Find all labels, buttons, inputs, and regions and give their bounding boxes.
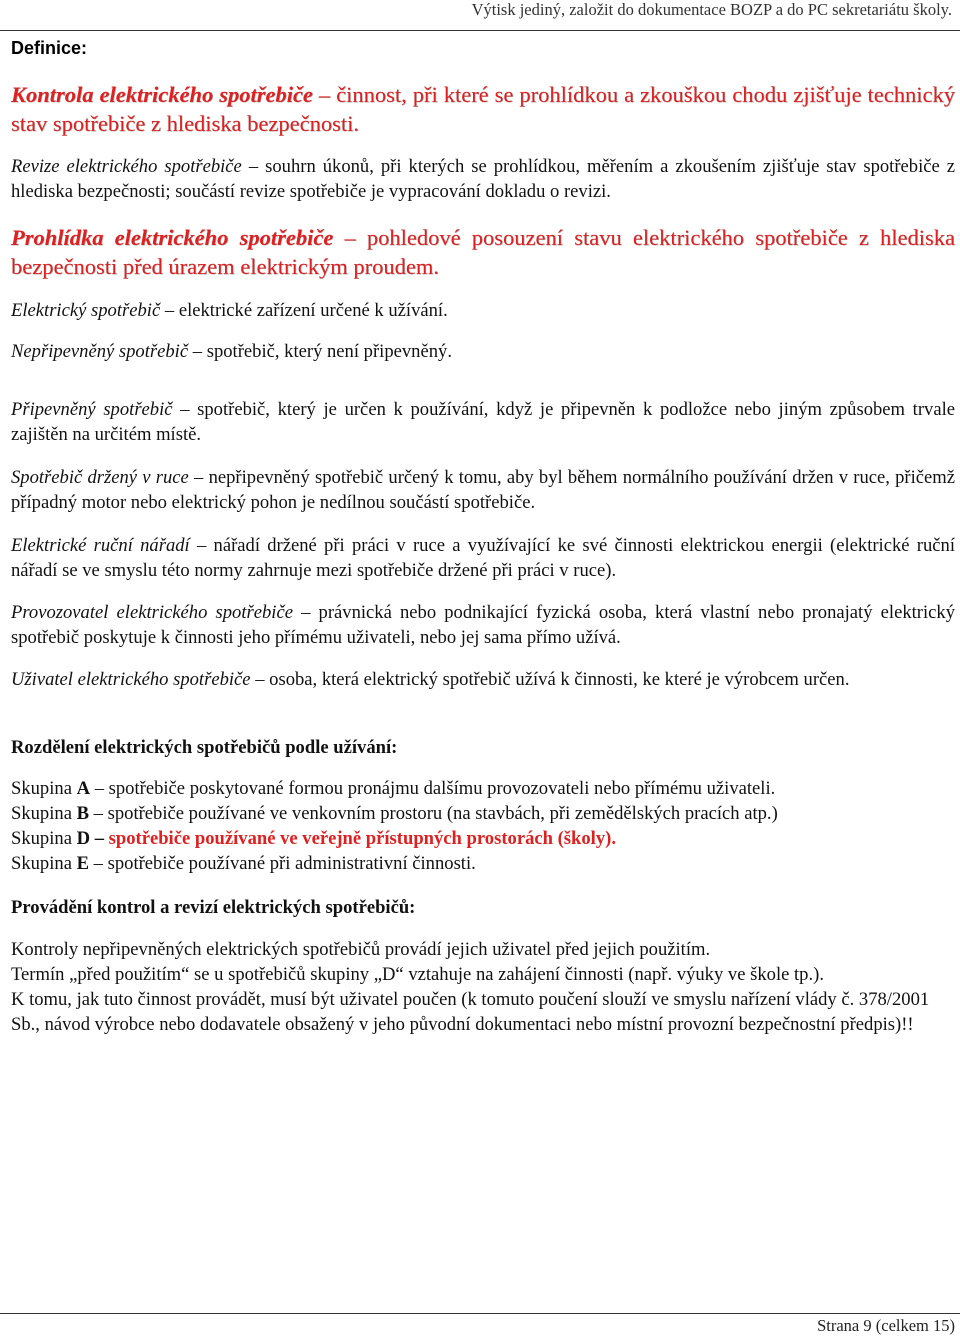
definition-prohlidka (11, 223, 955, 281)
group-text-highlight: spotřebiče používané ve veřejně přístupných prostorách (školy). (108, 828, 616, 849)
definition-kontrola (11, 80, 955, 138)
provadeni-heading: Provádění kontrol a revizí elektrických spotřebičů: (11, 897, 416, 918)
text-pripevneny: – spotřebič, který je určen k používání, když je připevněn k podložce nebo jiným způsobem trvale zajištěn na určitém místě. (11, 399, 955, 445)
provadeni-line: K tomu, jak tuto činnost provádět, musí být uživatel poučen (k tomuto poučení slouží ve smyslu nařízení vlády č. 378/2001 Sb., návod výrobce nebo dodavatele obsažený v jeho původní dokumentaci nebo místní provozní bezpečnostní předpis)!! (11, 989, 930, 1035)
definition-spotrebic (11, 298, 955, 323)
term-spotrebic: Elektrický spotřebič (11, 300, 161, 321)
definition-provozovatel (11, 600, 955, 650)
page-footer (0, 1313, 960, 1336)
group-letter: E (76, 853, 90, 874)
text-uzivatel: – osoba, která elektrický spotřebič užívá k činnosti, ke které je výrobcem určen. (250, 669, 850, 690)
provadeni-text (11, 937, 955, 1037)
provadeni-line: Kontroly nepřipevněných elektrických spotřebičů provádí jejich uživatel před jejich použitím. (11, 939, 711, 960)
page-number: Strana 9 (celkem 15) (817, 1316, 955, 1335)
definition-revize (11, 154, 955, 204)
group-list (11, 776, 955, 876)
rozdeleni-heading: Rozdělení elektrických spotřebičů podle užívání: (11, 737, 398, 758)
group-letter: D (76, 828, 91, 849)
header-note: Výtisk jediný, založit do dokumentace BOZP a do PC sekretariátu školy. (471, 0, 952, 19)
group-item-b: Skupina B – spotřebiče používané ve venkovním prostoru (na stavbách, při zemědělských pracích atp.) (11, 803, 778, 824)
text-prohlidka: – pohledové posouzení stavu elektrického spotřebiče z hlediska bezpečnosti před úrazem elektrickým proudem. (11, 225, 955, 279)
text-kontrola: – činnost, při které se prohlídkou a zkouškou chodu zjišťuje technický stav spotřebiče z hlediska bezpečnosti. (11, 82, 956, 136)
term-provozovatel: Provozovatel elektrického spotřebiče (11, 602, 293, 623)
definition-drzeny (11, 465, 955, 515)
text-nepripevneny: – spotřebič, který není připevněný. (188, 341, 452, 362)
term-uzivatel: Uživatel elektrického spotřebiče (11, 669, 251, 690)
text-revize: – souhrn úkonů, při kterých se prohlídkou, měřením a zkoušením zjišťuje stav spotřebiče z hlediska bezpečnosti; součástí revize spotřebiče je vypracování dokladu o revizi. (11, 156, 955, 202)
group-text: spotřebiče používané ve venkovním prostoru (na stavbách, při zemědělských pracích atp.) (107, 803, 778, 824)
group-letter: A (76, 778, 91, 799)
text-spotrebic: – elektrické zařízení určené k užívání. (160, 300, 448, 321)
term-pripevneny: Připevněný spotřebič (11, 399, 173, 420)
term-nepripevneny: Nepřipevněný spotřebič (11, 341, 189, 362)
definition-uzivatel (11, 667, 955, 692)
term-kontrola: Kontrola elektrického spotřebiče (11, 82, 313, 107)
definition-naradi (11, 533, 955, 583)
group-item-e: Skupina E – spotřebiče používané při administrativní činnosti. (11, 853, 476, 874)
text-drzeny: – nepřipevněný spotřebič určený k tomu, aby byl během normálního používání držen v ruce, přičemž případný motor nebo elektrický pohon je nedílnou součástí spotřebiče. (11, 467, 956, 513)
term-drzeny: Spotřebič držený v ruce (11, 467, 189, 488)
page-header (0, 0, 960, 31)
group-letter: B (76, 803, 90, 824)
definition-pripevneny (11, 397, 955, 447)
group-text: spotřebiče poskytované formou pronájmu dalšímu provozovateli nebo přímému uživateli. (108, 778, 776, 799)
definitions-title: Definice: (11, 38, 88, 58)
provadeni-line: Termín „před použitím“ se u spotřebičů skupiny „D“ vztahuje na zahájení činnosti (např. výuky ve škole tp.). (11, 964, 824, 985)
term-revize: Revize elektrického spotřebiče (11, 156, 242, 177)
group-text: spotřebiče používané při administrativní činnosti. (107, 853, 476, 874)
text-naradi: – nářadí držené při práci v ruce a využívající ke své činnosti elektrickou energii (elektrické ruční nářadí se ve smyslu této normy zahrnuje mezi spotřebiče držené při práci v ruce). (11, 535, 955, 581)
term-prohlidka: Prohlídka elektrického spotřebiče (11, 225, 334, 250)
term-naradi: Elektrické ruční nářadí (11, 535, 190, 556)
group-item-a: Skupina A – spotřebiče poskytované formou pronájmu dalšímu provozovateli nebo přímému uživateli. (11, 778, 776, 799)
definition-nepripevneny (11, 339, 955, 364)
group-item-d: Skupina D – spotřebiče používané ve veřejně přístupných prostorách (školy). (11, 828, 616, 849)
text-provozovatel: – právnická nebo podnikající fyzická osoba, která vlastní nebo pronajatý elektrický spotřebič poskytuje k činnosti jeho přímému uživateli, nebo jej sama přímo užívá. (11, 602, 955, 648)
